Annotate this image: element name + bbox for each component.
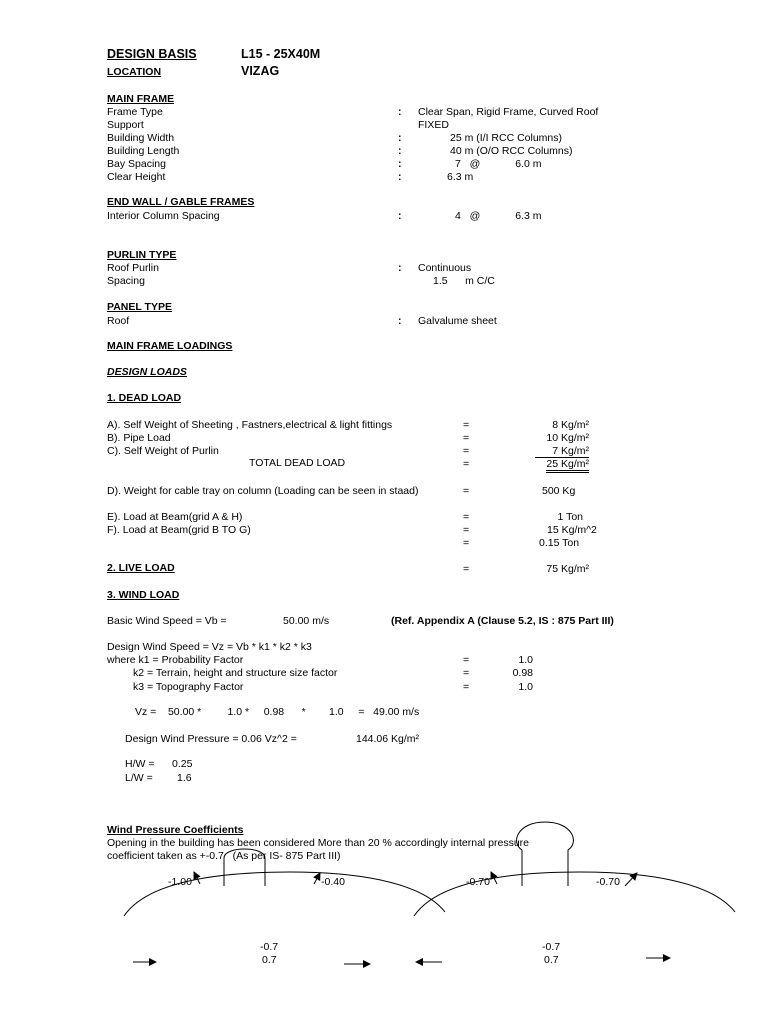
right-internal-negative: -0.7 (542, 941, 561, 953)
cable-tray-eq: = (463, 485, 470, 497)
k3-label: k3 = Topography Factor (133, 681, 244, 693)
interior-column-spacing-colon: : (398, 210, 402, 222)
design-wind-pressure-value: 144.06 Kg/m² (356, 733, 420, 745)
dead-load-a-eq: = (463, 419, 470, 431)
right-leeward-arrow (625, 873, 637, 886)
wind-coefficients-heading: Wind Pressure Coefficients (107, 824, 244, 836)
roof-purlin-colon: : (398, 262, 402, 274)
dead-load-a-label: A). Self Weight of Sheeting , Fastners,electrical & light fittings (107, 419, 393, 431)
wind-load-heading: 3. WIND LOAD (107, 589, 180, 601)
bay-spacing-label: Bay Spacing (107, 158, 166, 170)
purlin-type-heading: PURLIN TYPE (107, 249, 177, 261)
design-wind-pressure-label: Design Wind Pressure = 0.06 Vz^2 = (125, 733, 297, 745)
panel-roof-value: Galvalume sheet (418, 315, 497, 327)
left-leeward-arrow (314, 873, 320, 884)
panel-roof-label: Roof (107, 315, 130, 327)
main-frame-loadings-heading: MAIN FRAME LOADINGS (107, 340, 233, 352)
beam-f2-eq: = (463, 537, 470, 549)
purlin-spacing-value: 1.5 m C/C (433, 275, 495, 287)
dead-load-c-value: 7 Kg/m² (552, 445, 589, 457)
lw-value: 1.6 (177, 772, 192, 784)
building-length-label: Building Length (107, 145, 180, 157)
live-load-value: 75 Kg/m² (546, 563, 589, 575)
beam-f2-value: 0.15 Ton (539, 537, 580, 549)
dead-load-c-label: C). Self Weight of Purlin (107, 445, 219, 457)
k1-eq: = (463, 654, 470, 666)
k2-value: 0.98 (512, 667, 533, 679)
design-wind-speed-formula: Design Wind Speed = Vz = Vb * k1 * k2 * k3 (107, 641, 312, 653)
main-frame-heading: MAIN FRAME (107, 93, 175, 105)
dead-load-b-label: B). Pipe Load (107, 432, 171, 444)
building-width-label: Building Width (107, 132, 175, 144)
k3-value: 1.0 (518, 681, 533, 693)
left-roof-monitor (224, 849, 265, 886)
cable-tray-label: D). Weight for cable tray on column (Loading can be seen in staad) (107, 485, 419, 497)
beam-e-label: E). Load at Beam(grid A & H) (107, 511, 243, 523)
interior-column-spacing-label: Interior Column Spacing (107, 210, 220, 222)
cable-tray-value: 500 Kg (542, 485, 576, 497)
k3-eq: = (463, 681, 470, 693)
k2-label: k2 = Terrain, height and structure size factor (133, 667, 338, 679)
left-leeward-coefficient: -0.40 (321, 876, 345, 888)
k2-eq: = (463, 667, 470, 679)
left-internal-negative: -0.7 (260, 941, 279, 953)
design-basis-label: DESIGN BASIS (107, 47, 197, 61)
panel-roof-colon: : (398, 315, 402, 327)
bay-spacing-value: 7 @ 6.0 m (455, 158, 542, 170)
hw-value: 0.25 (172, 758, 193, 770)
support-label: Support (107, 119, 144, 131)
left-windward-arrow (194, 872, 200, 884)
dead-load-a-value: 8 Kg/m² (552, 419, 589, 431)
building-length-colon: : (398, 145, 402, 157)
live-load-eq: = (463, 563, 470, 575)
clear-height-label: Clear Height (107, 171, 166, 183)
building-width-value: 25 m (I/I RCC Columns) (450, 132, 563, 144)
basic-wind-speed-value: 50.00 m/s (283, 615, 330, 627)
building-width-colon: : (398, 132, 402, 144)
purlin-spacing-label: Spacing (107, 275, 145, 287)
beam-f-value: 15 Kg/m^2 (547, 524, 597, 536)
frame-type-label: Frame Type (107, 106, 163, 118)
coefficients-note-line2: coefficient taken as +-0.7 (As per IS- 875 Part III) (107, 850, 341, 862)
k1-label: where k1 = Probability Factor (107, 654, 244, 666)
dead-load-c-eq: = (463, 445, 470, 457)
left-internal-positive: 0.7 (262, 954, 277, 966)
lw-label: L/W = (125, 772, 153, 784)
right-roof-monitor (517, 822, 574, 886)
beam-f-eq: = (463, 524, 470, 536)
wind-reference: (Ref. Appendix A (Clause 5.2, IS : 875 Part III) (391, 615, 614, 627)
building-length-value: 40 m (O/O RCC Columns) (450, 145, 573, 157)
dead-load-b-value: 10 Kg/m² (546, 432, 589, 444)
clear-height-colon: : (398, 171, 402, 183)
frame-type-value: Clear Span, Rigid Frame, Curved Roof (418, 106, 599, 118)
vz-calculation: Vz = 50.00 * 1.0 * 0.98 * 1.0 = 49.00 m/s (135, 706, 420, 718)
roof-purlin-label: Roof Purlin (107, 262, 159, 274)
right-curved-roof (414, 872, 735, 916)
live-load-heading: 2. LIVE LOAD (107, 562, 175, 574)
location-value: VIZAG (241, 64, 280, 78)
location-label: LOCATION (107, 66, 162, 78)
dead-load-b-eq: = (463, 432, 470, 444)
dead-load-heading: 1. DEAD LOAD (107, 392, 182, 404)
total-dead-load-label: TOTAL DEAD LOAD (249, 457, 346, 469)
basic-wind-speed-label: Basic Wind Speed = Vb = (107, 615, 227, 627)
coefficients-note-line1: Opening in the building has been considered More than 20 % accordingly internal pressure (107, 837, 530, 849)
end-wall-heading: END WALL / GABLE FRAMES (107, 196, 255, 208)
right-leeward-coefficient: -0.70 (596, 876, 620, 888)
hw-label: H/W = (125, 758, 155, 770)
panel-type-heading: PANEL TYPE (107, 301, 172, 313)
beam-e-eq: = (463, 511, 470, 523)
roof-purlin-value: Continuous (418, 262, 472, 274)
design-basis-value: L15 - 25X40M (241, 47, 321, 61)
right-internal-positive: 0.7 (544, 954, 559, 966)
frame-type-colon: : (398, 106, 402, 118)
total-dead-load-eq: = (463, 458, 470, 470)
total-dead-load-value-text: 25 Kg/m² (546, 458, 589, 473)
design-loads-heading: DESIGN LOADS (107, 366, 187, 378)
bay-spacing-colon: : (398, 158, 402, 170)
support-value: FIXED (418, 119, 449, 131)
beam-f-label: F). Load at Beam(grid B TO G) (107, 524, 251, 536)
left-windward-coefficient: -1.00 (168, 876, 192, 888)
beam-e-value: 1 Ton (557, 511, 583, 523)
interior-column-spacing-value: 4 @ 6.3 m (455, 210, 542, 222)
clear-height-value: 6.3 m (447, 171, 474, 183)
k1-value: 1.0 (518, 654, 533, 666)
right-windward-coefficient: -0.70 (466, 876, 490, 888)
